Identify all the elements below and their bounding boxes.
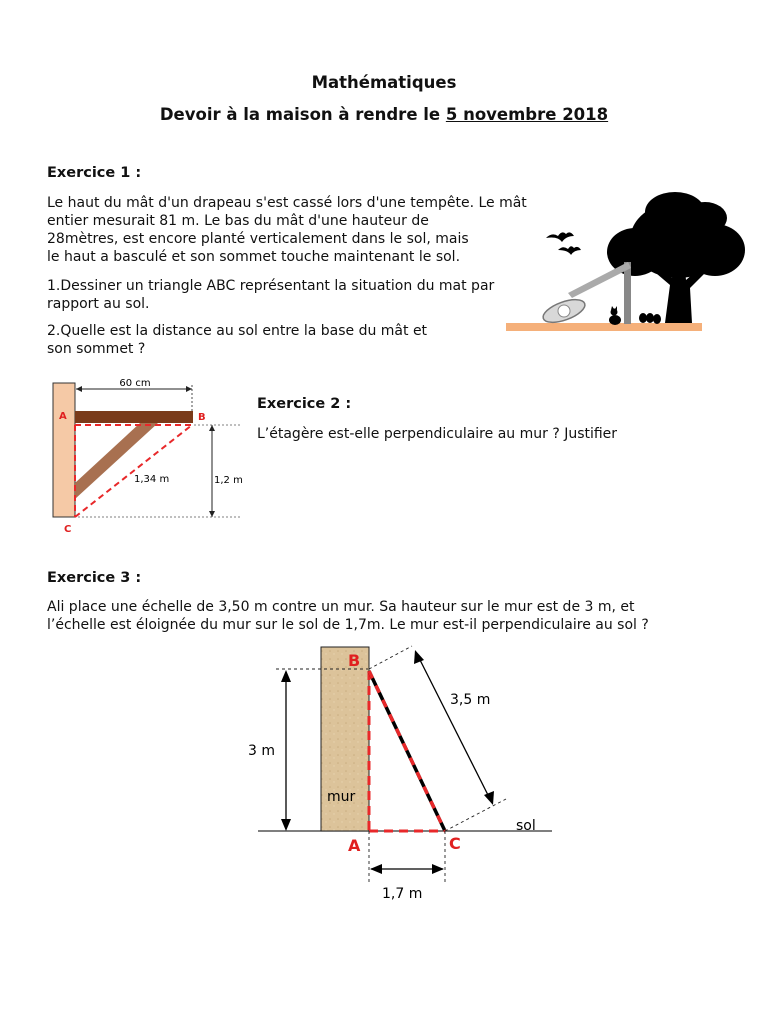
exercise2-title: Exercice 2 :: [257, 396, 352, 412]
height-label: 1,2 m: [214, 475, 243, 486]
statement-line: Le haut du mât d'un drapeau s'est cassé lors d'une tempête. Le mât: [47, 195, 527, 211]
arrow-up-icon: [209, 425, 215, 431]
statement-line: Ali place une échelle de 3,50 m contre un mur. Sa hauteur sur le mur est de 3 m, et: [47, 599, 635, 615]
question-line: son sommet ?: [47, 341, 146, 357]
arrow-right-icon: [432, 864, 444, 874]
arrow-left-icon: [370, 864, 382, 874]
statement-line: 28mètres, est encore planté verticalement dans le sol, mais: [47, 231, 469, 247]
statement-line: l’échelle est éloignée du mur sur le sol de 1,7m. Le mur est-il perpendiculaire au sol ?: [47, 617, 649, 633]
question-line: 1.Dessiner un triangle ABC représentant la situation du mat par: [47, 278, 495, 294]
due-date: 5 novembre 2018: [445, 105, 609, 124]
exercise1-question2: [47, 322, 427, 358]
assignment-line: [0, 105, 768, 124]
arrow-up-icon: [414, 650, 424, 664]
bat-icon: [546, 232, 581, 255]
ladder-diagram: [240, 640, 570, 910]
vertex-a-label: A: [59, 411, 67, 422]
exercise2-question: L’étagère est-elle perpendiculaire au mur ? Justifier: [257, 426, 618, 442]
arrow-left-icon: [76, 386, 82, 392]
arrow-down-icon: [484, 791, 494, 805]
width-label: 60 cm: [119, 378, 151, 389]
height-label: 3 m: [248, 743, 275, 759]
exercise3-statement: [47, 598, 649, 634]
exercise3-title: Exercice 3 :: [47, 570, 142, 586]
diagonal-label: 1,34 m: [134, 474, 170, 485]
question-line: rapport au sol.: [47, 296, 150, 312]
flagpole-illustration: [500, 190, 750, 340]
wall-label: mur: [327, 789, 356, 805]
ground-strip: [506, 323, 702, 331]
vertex-c-label: C: [64, 524, 72, 535]
assignment-prefix: Devoir à la maison à rendre le: [159, 105, 441, 124]
exercise1-title: Exercice 1 :: [47, 165, 142, 181]
arrow-right-icon: [186, 386, 192, 392]
shelf-diagram: [40, 375, 255, 535]
vertex-c-label: C: [449, 834, 461, 853]
ground-length-label: 1,7 m: [382, 886, 423, 902]
page-title: Mathématiques: [311, 73, 457, 92]
wall: [53, 383, 75, 517]
cat-icon: [609, 306, 621, 325]
arrow-down-icon: [281, 819, 291, 831]
statement-line: entier mesurait 81 m. Le bas du mât d'une hauteur de: [47, 213, 429, 229]
ground-word: sol: [516, 818, 536, 834]
flower-icon: [639, 313, 661, 324]
vertex-b-label: B: [198, 412, 206, 423]
exercise1-question1: [47, 277, 494, 313]
shelf-board: [75, 411, 193, 423]
arrow-up-icon: [281, 670, 291, 682]
question-line: 2.Quelle est la distance au sol entre la base du mât et: [47, 323, 428, 339]
statement-line: le haut a basculé et son sommet touche maintenant le sol.: [47, 249, 461, 265]
ladder-label: 3,5 m: [450, 692, 491, 708]
vertex-a-label: A: [348, 836, 361, 855]
vertex-b-label: B: [348, 651, 361, 670]
exercise1-statement: [47, 194, 527, 266]
ladder-dimension-line: [416, 652, 492, 803]
arrow-down-icon: [209, 511, 215, 517]
